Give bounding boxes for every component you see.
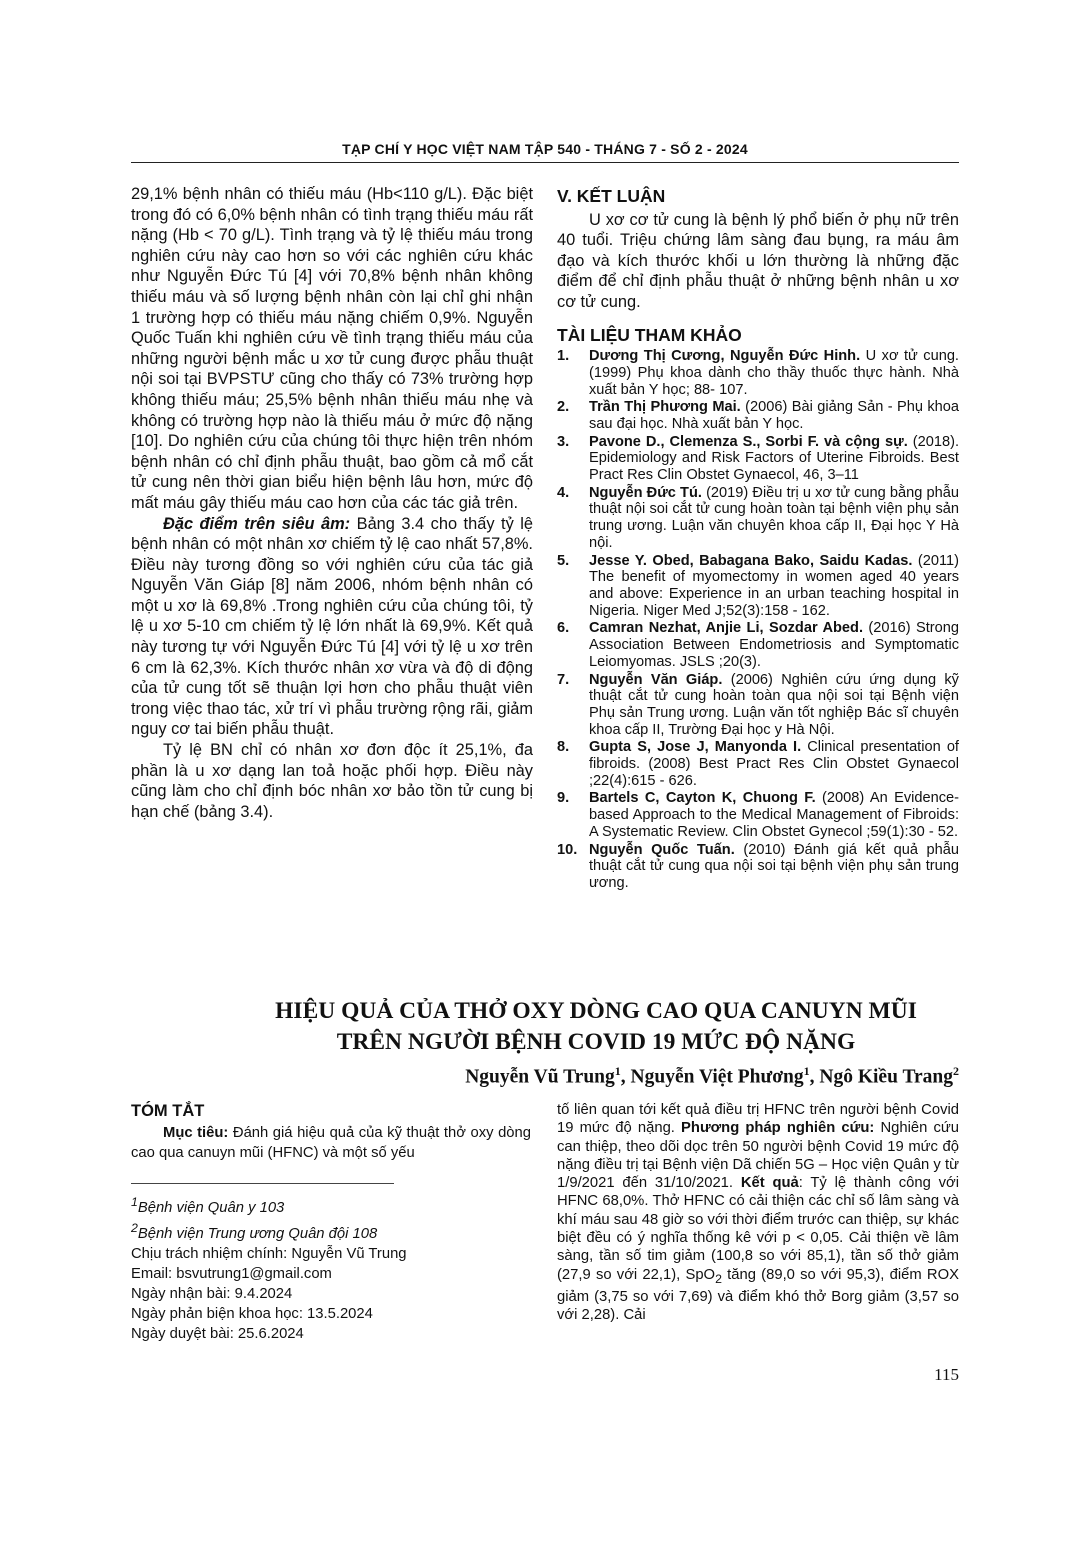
abstract-left xyxy=(131,1101,531,1163)
right-column xyxy=(557,184,959,893)
reference-authors: Trần Thị Phương Mai. xyxy=(589,399,741,416)
references-title: TÀI LIỆU THAM KHẢO xyxy=(557,324,742,345)
ultrasound-text: Bảng 3.4 cho thấy tỷ lệ bệnh nhân có một nhân xơ chiếm tỷ lệ cao nhất 57,8%. Điều này tương đồng so với nghiên cứu của tác giả Nguyễn Văn Giáp [8] năm 2006, nhóm bệnh nhân có một u xơ là 69,8% .Trong nghiên cứu của chúng tôi, tỷ lệ u xơ 5-10 cm chiếm tỷ lệ lớn nhất là 69,9%. Kết quả này tương tự với Nguyễn Đức Tú [4] với tỷ lệ u xơ trên 6 cm là 62,3%. Kích thước nhân xơ vừa và độ di động của tử cung tốt sẽ thuận lợi hơn cho phẫu thuật viên trong việc thao tác, xử trí vì phẫu trường rộng rãi, giảm nguy cơ tai biến phẫu thuật. xyxy=(131,514,533,739)
author-name: Ngô Kiều Trang xyxy=(819,1066,953,1088)
abstract-text-2: Nghiên cứu can thiệp, theo dõi dọc trên 50 người bệnh Covid 19 mức độ nặng điều trị tại Bệnh viện Dã chiến 5G – Học viện Quân y từ 1/9/2021 đến 31/10/2021. xyxy=(557,1120,959,1192)
affiliation-1-sup: 1 xyxy=(131,1195,138,1209)
reference-item xyxy=(557,399,959,432)
affiliation-2-sup: 2 xyxy=(131,1220,138,1235)
objective-label: Mục tiêu: xyxy=(163,1125,229,1141)
reference-text: (2011) The benefit of myomectomy in women aged 40 years and above: Experience in an urban teaching hospital in Nigeria. Niger Med J;52(3):158 - 162. xyxy=(589,552,960,619)
footnote-rule xyxy=(131,1183,394,1184)
responsible-author: Chịu trách nhiệm chính: Nguyễn Vũ Trung xyxy=(131,1245,407,1262)
reference-text: (2008) An Evidence-based Approach to the Medical Management of Fibroids: A Systematic Review. Clin Obstet Gynecol ;59(1):30 - 52. xyxy=(589,790,959,840)
affiliation-1-text: Bệnh viện Quân y 103 xyxy=(137,1199,285,1216)
result-label: Kết quả xyxy=(740,1175,799,1192)
reference-authors: Nguyễn Văn Giáp. xyxy=(589,671,723,688)
author-name: Nguyễn Vũ Trung xyxy=(465,1066,615,1088)
reference-number: 6. xyxy=(557,620,570,637)
reference-authors: Gupta S, Jose J, Manyonda I. xyxy=(589,739,802,756)
reference-authors: Bartels C, Cayton K, Chuong F. xyxy=(589,790,816,807)
abstract-text-1: tố liên quan tới kết quả điều trị HFNC trên người bệnh Covid 19 mức độ nặng. xyxy=(557,1102,959,1137)
reference-item xyxy=(557,842,959,892)
date-reviewed: Ngày phản biện khoa học: 13.5.2024 xyxy=(131,1305,373,1322)
abstract-heading: TÓM TẮT xyxy=(131,1102,205,1120)
reference-text: Clinical presentation of fibroids. (2008) Best Pract Res Clin Obstet Gynaecol ;22(4):615 - 626. xyxy=(589,739,959,789)
author-affiliation: 1 xyxy=(803,1064,810,1078)
abstract-right xyxy=(557,1101,959,1325)
affiliation-2 xyxy=(131,1218,531,1244)
footnotes xyxy=(131,1192,531,1344)
abstract-text-4: tăng (89,0 so với 95,3), điểm ROX giảm (3,75 so với 7,69) và điểm khó thở Borg giảm (3,57 so với 2,28). Cải xyxy=(557,1266,959,1324)
reference-item xyxy=(557,620,959,670)
author-name: Nguyễn Việt Phương xyxy=(630,1066,804,1088)
reference-item xyxy=(557,553,959,620)
ultrasound-lead: Đặc điểm trên siêu âm: xyxy=(163,514,351,533)
reference-number: 8. xyxy=(557,739,570,756)
author-affiliation: 1 xyxy=(614,1064,621,1078)
paragraph-ultrasound xyxy=(131,514,533,741)
reference-text: (2010) Đánh giá kết quả phẫu thuật cắt tử cung qua nội soi tại bệnh viện phụ sản trung ương. xyxy=(589,841,959,891)
reference-item xyxy=(557,485,959,552)
date-approved: Ngày duyệt bài: 25.6.2024 xyxy=(131,1325,304,1342)
article-title xyxy=(131,996,1061,1058)
conclusion-title: V. KẾT LUẬN xyxy=(557,186,666,206)
article-title-line-1: HIỆU QUẢ CỦA THỞ OXY DÒNG CAO QUA CANUYN MŨI xyxy=(275,998,917,1024)
reference-text: (2018). Epidemiology and Risk Factors of Uterine Fibroids. Best Pract Res Clin Obstet Gynaecol, 46, 3–11 xyxy=(589,433,960,484)
reference-authors: Camran Nezhat, Anjie Li, Sozdar Abed. xyxy=(589,620,864,637)
abstract-body xyxy=(557,1101,959,1325)
journal-header: TẠP CHÍ Y HỌC VIỆT NAM TẬP 540 - THÁNG 7 - SỐ 2 - 2024 xyxy=(342,141,748,157)
reference-list xyxy=(557,348,959,892)
reference-number: 5. xyxy=(557,552,570,569)
reference-number: 2. xyxy=(557,399,570,416)
reference-item xyxy=(557,672,959,739)
reference-authors: Pavone D., Clemenza S., Sorbi F. và cộng sự. xyxy=(589,433,908,450)
contact-email: Email: bsvutrung1@gmail.com xyxy=(131,1265,332,1282)
reference-item xyxy=(557,434,959,484)
page-number: 115 xyxy=(934,1365,959,1384)
reference-item xyxy=(557,790,959,840)
reference-text: (2016) Strong Association Between Endometriosis and Symptomatic Leiomyomas. JSLS ;20(3). xyxy=(589,620,960,670)
reference-text: (2006) Nghiên cứu ứng dụng kỹ thuật cắt tử cung hoàn toàn qua nội soi tại Bệnh viện Phụ sản Trung ương. Luận văn tốt nghiệp Bác sĩ chuyên khoa cấp II, Trường Đại học y Hà Nội. xyxy=(589,671,959,738)
header-rule xyxy=(131,162,959,163)
affiliation-2-text: Bệnh viện Trung ương Quân đội 108 xyxy=(137,1225,378,1242)
author-list: Nguyễn Vũ Trung$^1$, Nguyễn Việt Phương$^1$, Ngô Kiều Trang$^2$ xyxy=(465,1064,959,1088)
abstract-objective xyxy=(131,1123,531,1163)
affiliation-1 xyxy=(131,1192,531,1218)
reference-authors: Dương Thị Cương, Nguyễn Đức Hinh. xyxy=(589,348,861,365)
paragraph-single-fibroid: Tỷ lệ BN chỉ có nhân xơ đơn độc ít 25,1%, đa phần là u xơ dạng lan toả hoặc phối hợp. Điều này cũng làm cho chỉ định bóc nhân xơ bảo tồn tử cung bị hạn chế (bảng 3.4). xyxy=(131,741,533,821)
conclusion-text: U xơ cơ tử cung là bệnh lý phổ biến ở phụ nữ trên 40 tuổi. Triệu chứng lâm sàng đau bụng, ra máu âm đạo và kích thước khối u lớn thường là những đặc điểm để chỉ định phẫu thuật ở những bệnh nhân u xơ cơ tử cung. xyxy=(557,210,959,311)
reference-text: (2019) Điều trị u xơ tử cung bằng phẫu thuật nội soi cắt tử cung hoàn toàn tại bệnh viện phụ sản trung ương. Luận văn chuyên khoa cấp II, Đại học Y Hà nội. xyxy=(589,484,959,551)
reference-number: 7. xyxy=(557,671,570,688)
reference-number: 4. xyxy=(557,484,570,501)
reference-authors: Nguyễn Đức Tú. xyxy=(589,484,702,501)
reference-authors: Nguyễn Quốc Tuấn. xyxy=(589,841,735,858)
reference-authors: Jesse Y. Obed, Babagana Bako, Saidu Kadas. xyxy=(589,552,913,569)
left-column xyxy=(131,184,533,822)
reference-text: (2006) Bài giảng Sản - Phụ khoa sau đại học. Nhà xuất bản Y học. xyxy=(589,399,960,432)
objective-text: Đánh giá hiệu quả của kỹ thuật thở oxy dòng cao qua canuyn mũi (HFNC) và một số yếu xyxy=(131,1125,531,1161)
date-received: Ngày nhận bài: 9.4.2024 xyxy=(131,1285,293,1302)
method-label: Phương pháp nghiên cứu: xyxy=(681,1120,875,1137)
reference-item xyxy=(557,348,959,398)
reference-number: 1. xyxy=(557,348,570,365)
article-title-line-2: TRÊN NGƯỜI BỆNH COVID 19 MỨC ĐỘ NẶNG xyxy=(336,1029,856,1055)
author-affiliation: 2 xyxy=(953,1064,959,1078)
reference-number: 9. xyxy=(557,790,570,807)
spo2-subscript: 2 xyxy=(715,1271,722,1286)
reference-text: U xơ tử cung. (1999) Phụ khoa dành cho thầy thuốc thực hành. Nhà xuất bản Y học; 88- 107. xyxy=(589,348,959,398)
reference-number: 10. xyxy=(557,841,578,858)
abstract-text-3: : Tỷ lệ thành công với HFNC 68,0%. Thở HFNC có cải thiện các chỉ số lâm sàng và khí máu sau 48 giờ so với thời điểm trước can thiệp, sự khác biệt đều có ý nghĩa thống kê với p < 0,05. Cải thiện về lâm sàng, tần số tim giảm (100,8 so với 85,1), tần số thở giảm (27,9 so với 22,1), SpO xyxy=(557,1175,959,1283)
reference-item xyxy=(557,739,959,789)
reference-number: 3. xyxy=(557,433,570,450)
paragraph-anemia: 29,1% bệnh nhân có thiếu máu (Hb<110 g/L). Đặc biệt trong đó có 6,0% bệnh nhân có tình trạng thiếu máu rất nặng (Hb < 70 g/L). Tình trạng và tỷ lệ thiếu máu trong nghiên cứu này cao hơn so với các nghiên cứu khác như Nguyễn Đức Tú [4] với 70,8% bệnh nhân không thiếu máu và số lượng bệnh nhân còn lại chỉ ghi nhận 1 trường hợp có thiếu máu nặng chiếm 0,9%. Nguyễn Quốc Tuấn khi nghiên cứu về tình trạng thiếu máu của những người bệnh mắc u xơ tử cung được phẫu thuật nội soi tại BVPSTƯ cũng cho thấy có 73% trường hợp không thiếu máu; 25,5% bệnh nhân thiếu máu nhẹ và không có trường hợp nào là thiếu máu ở mức độ nặng [10]. Do nghiên cứu của chúng tôi thực hiện trên nhóm bệnh nhân có chỉ định phẫu thuật, bao gồm cả mổ cắt tử cung nên thời gian biểu hiện bệnh lâu hơn, mức độ mất máu gây thiếu máu cao hơn của các tác giả trên. xyxy=(131,185,533,512)
